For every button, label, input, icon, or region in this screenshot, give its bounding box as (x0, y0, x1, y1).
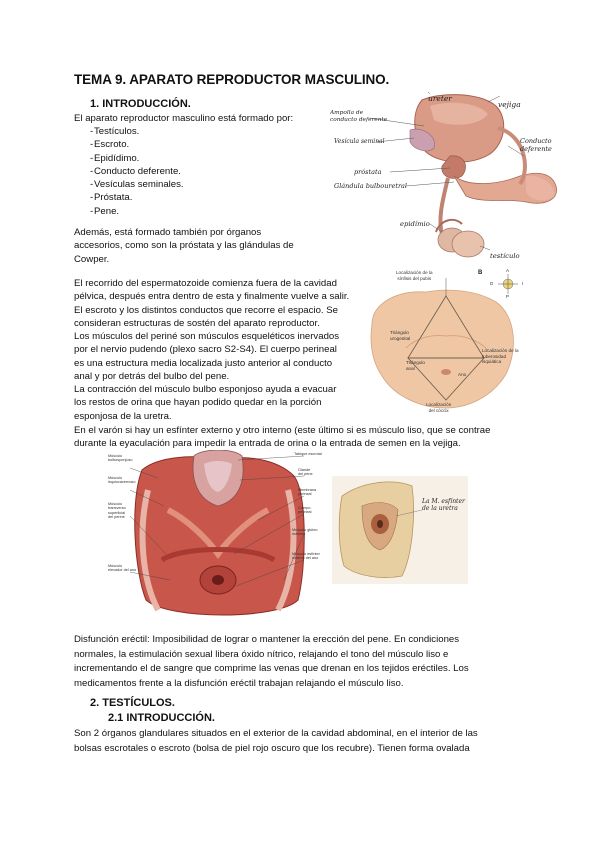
label-glande: Glande del pene (298, 468, 313, 477)
label-cuerpo-perineal: Cuerpo perineal (298, 506, 312, 515)
label-ano: Ano (458, 372, 467, 377)
contraccion-paragraph: La contracción del músculo bulbo esponjoso ayuda a evacuar los restos de orina que hayan podido quedar en la porción esponjosa de la uretra. (74, 384, 337, 422)
page-title: TEMA 9. APARATO REPRODUCTOR MASCULINO. (74, 72, 390, 87)
label-prostata: próstata (354, 168, 382, 176)
label-gluteo-maximo: Músculo glúteo máximo (292, 528, 318, 537)
urethral-sphincter-illustration (332, 476, 468, 584)
section-2-heading: 2. TESTÍCULOS. (90, 697, 175, 709)
list-item: - Escroto. (74, 138, 304, 151)
list-item: - Testículos. (74, 125, 304, 138)
label-isquiocavernoso: Músculo isquiocavernoso (108, 476, 136, 485)
list-item: - Vesículas seminales. (74, 178, 304, 191)
list-item: - Próstata. (74, 191, 304, 204)
label-testiculo: testículo (490, 252, 520, 260)
esfinter-paragraph: En el varón si hay un esfínter externo y otro interno (este último si es músculo liso, que se contrae durante la eyaculación para impedir la entrada de orina o la entrada de semen en la vejiga. (74, 425, 491, 450)
label-esfinter-externo-ano: Músculo esfínter externo del ano (292, 552, 320, 561)
label-ureter: ureter (428, 94, 452, 103)
components-list (74, 125, 304, 218)
list-item: - Epidídimo. (74, 152, 304, 165)
figure-urethral-sphincter (332, 476, 468, 584)
list-item: - Pene. (74, 205, 304, 218)
label-esfinter-uretra: La M. esfínter de la uretra (422, 498, 465, 512)
intro-text: El aparato reproductor masculino está formado por: (74, 113, 294, 124)
label-sinfisis-pubis: Localización de la sínfisis del pubis (396, 270, 433, 281)
label-vejiga: vejiga (498, 100, 521, 109)
label-glandula-bulbouretral: Glándula bulbouretral (334, 182, 408, 190)
section-1-heading: 1. INTRODUCCIÓN. (90, 98, 191, 110)
compass-p: P (506, 294, 510, 299)
label-b: B (478, 270, 483, 276)
testiculos-paragraph: Son 2 órganos glandulares situados en el exterior de la cavidad abdominal, en el interior de las bolsas escrotales o escroto (bolsa de piel rojo oscuro que los recubre). Tienen forma ovalada (74, 728, 478, 754)
label-transverso-superficial: Músculo transverso superficial del periné (108, 502, 126, 520)
musculos-paragraph: Los músculos del periné son músculos esqueléticos inervados por el nervio pudendo (plexo sacro S2-S4). El cuerpo perineal es una estructura media localizada justo anterior al conducto anal y por detrás del bulbo del pene. (74, 331, 340, 382)
recorrido-paragraph: El recorrido del espermatozoide comienza fuera de la cavidad pélvica, después entra dentro de esta y finalmente vuelve a salir. El escroto y los distintos conductos que recorre el espacio. Se consideran estructuras de sostén del aparato reproductor. (74, 278, 350, 329)
list-item: - Conducto deferente. (74, 165, 304, 178)
label-bulboesponjoso: Músculo bulbosponjoso (108, 454, 133, 463)
compass-a: A (506, 268, 510, 273)
label-ampolla: Ampolla de conducto deferente (330, 110, 388, 123)
compass-d: D (490, 281, 494, 286)
label-conducto-deferente: Conducto deferente (520, 137, 552, 153)
perineum-illustration (366, 268, 528, 416)
label-membrana-perineal: Membrana perineal (298, 488, 317, 497)
figure-perineal-muscles (108, 450, 326, 622)
disfuncion-paragraph: Disfunción eréctil: Imposibilidad de lograr o mantener la erección del pene. En condiciones normales, la estimulación sexual libera óxido nítrico, relajando el tono del músculo liso e incrementando el de sangre que comprime las venas que drenan en los tejidos eréctiles. Los medicamentos frente a la disfunción eréctil trabajan relajando el músculo liso. (74, 634, 469, 689)
figure-reproductive-organs (330, 92, 562, 264)
section-2-1-heading: 2.1 INTRODUCCIÓN. (108, 712, 215, 724)
accessory-paragraph: Además, está formado también por órganos accesorios, como son la próstata y las glándulas de Cowper. (74, 227, 294, 265)
label-elevador-ano: Músculo elevador del ano (108, 564, 137, 573)
label-tabique-escrotal: Tabique escrotal (294, 452, 322, 456)
label-coccix: Localización del cóccix (426, 402, 452, 413)
label-triangulo-urogenital: Triángulo urogenital (390, 330, 411, 341)
label-epididimo: epidímio (400, 220, 430, 228)
label-tuberosidad-isquiatica: Localización de la tuberosidad isquiática (482, 348, 519, 364)
label-vesicula-seminal: Vesícula seminal (334, 138, 385, 145)
figure-perineum-triangles (366, 268, 528, 416)
label-triangulo-anal: Triángulo anal (406, 360, 425, 371)
compass-i: I (522, 281, 524, 286)
